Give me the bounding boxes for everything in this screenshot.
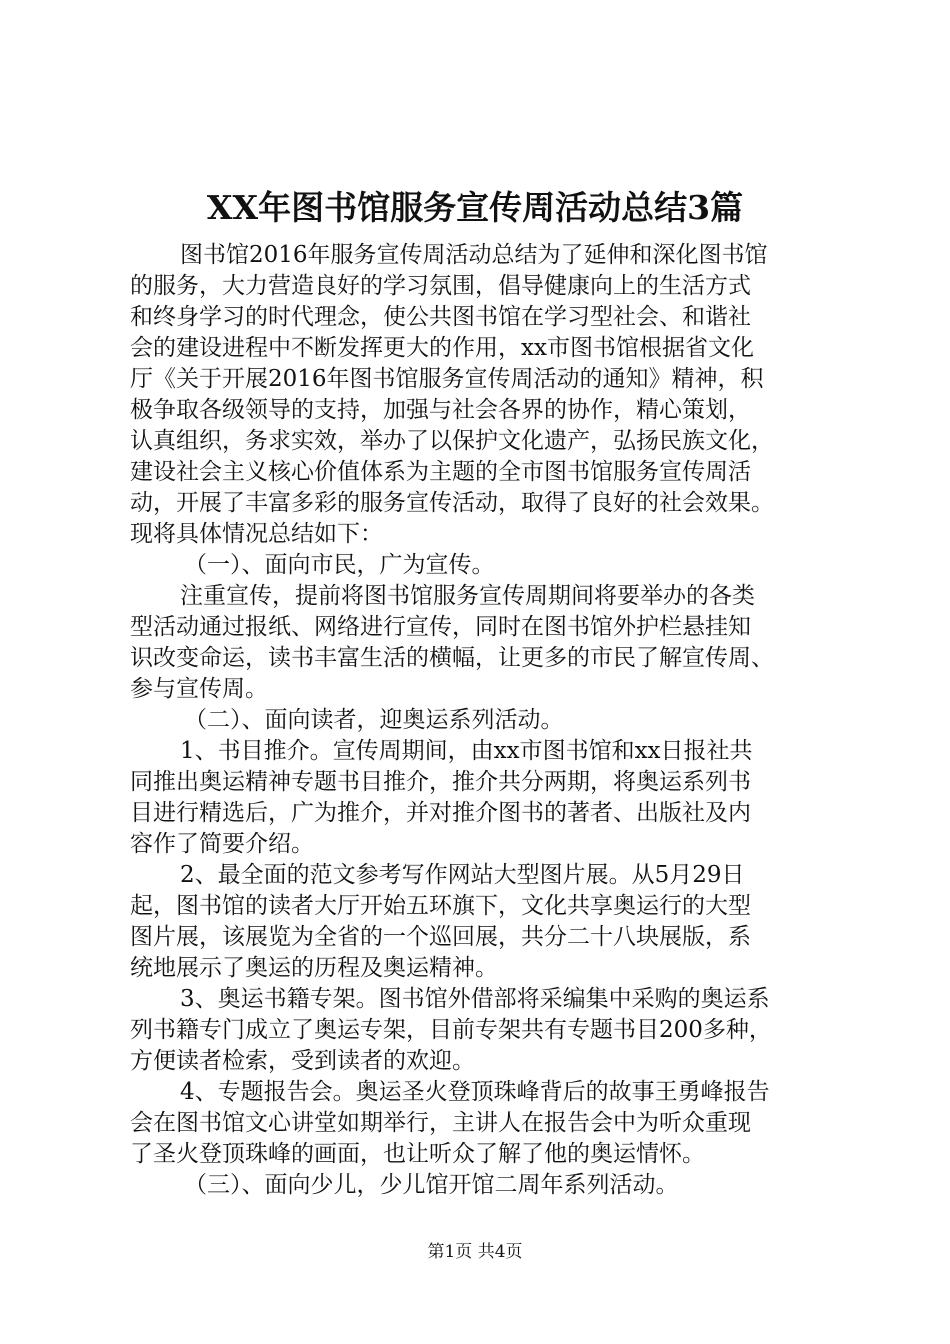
- paragraph-line: 3、奥运书籍专架。图书馆外借部将采编集中采购的奥运系: [180, 986, 770, 1012]
- paragraph-line: 同推出奥运精神专题书目推介，推介共分两期，将奥运系列书: [130, 769, 751, 795]
- document-title: XX年图书馆服务宣传周活动总结3篇: [206, 188, 744, 227]
- paragraph-line: 的服务，大力营造良好的学习氛围，倡导健康向上的生活方式: [130, 273, 751, 299]
- page-footer: 第1页 共4页: [427, 1242, 523, 1262]
- paragraph-line: 容作了简要介绍。: [130, 831, 314, 857]
- paragraph-line: 参与宣传周。: [130, 676, 268, 702]
- document-body: [130, 240, 850, 1201]
- paragraph-line: 识改变命运，读书丰富生活的横幅，让更多的市民了解宣传周、: [130, 645, 774, 671]
- paragraph-line: 型活动通过报纸、网络进行宣传，同时在图书馆外护栏悬挂知: [130, 614, 751, 640]
- paragraph-line: 现将具体情况总结如下：: [130, 521, 383, 547]
- paragraph-line: 列书籍专门成立了奥运专架，目前专架共有专题书目200多种，: [130, 1017, 772, 1043]
- paragraph-line: 1、书目推介。宣传周期间，由xx市图书馆和xx日报社共: [180, 738, 753, 764]
- paragraph-line: 动，开展了丰富多彩的服务宣传活动，取得了良好的社会效果。: [130, 490, 774, 516]
- paragraph-line: 建设社会主义核心价值体系为主题的全市图书馆服务宣传周活: [130, 459, 751, 485]
- paragraph-line: 会的建设进程中不断发挥更大的作用，xx市图书馆根据省文化: [130, 335, 754, 361]
- paragraph-line: 认真组织，务求实效，举办了以保护文化遗产，弘扬民族文化，: [130, 428, 774, 454]
- paragraph-line: 4、专题报告会。奥运圣火登顶珠峰背后的故事王勇峰报告: [180, 1079, 770, 1105]
- paragraph-line: 厅《关于开展2016年图书馆服务宣传周活动的通知》精神，积: [130, 366, 764, 392]
- paragraph-line: 会在图书馆文心讲堂如期举行，主讲人在报告会中为听众重现: [130, 1110, 751, 1136]
- paragraph-line: 统地展示了奥运的历程及奥运精神。: [130, 955, 498, 981]
- paragraph-line: 注重宣传，提前将图书馆服务宣传周期间将要举办的各类: [180, 583, 755, 609]
- paragraph-line: 目进行精选后，广为推介，并对推介图书的著者、出版社及内: [130, 800, 751, 826]
- paragraph-line: 了圣火登顶珠峰的画面，也让听众了解了他的奥运情怀。: [130, 1141, 705, 1167]
- paragraph-line: 图书馆2016年服务宣传周活动总结为了延伸和深化图书馆: [180, 242, 768, 268]
- section-heading: （三）、面向少儿，少儿馆开馆二周年系列活动。: [184, 1172, 679, 1198]
- paragraph-line: 和终身学习的时代理念，使公共图书馆在学习型社会、和谐社: [130, 304, 751, 330]
- paragraph-line: 图片展，该展览为全省的一个巡回展，共分二十八块展版，系: [130, 924, 751, 950]
- paragraph-line: 方便读者检索，受到读者的欢迎。: [130, 1048, 475, 1074]
- paragraph-line: 极争取各级领导的支持，加强与社会各界的协作，精心策划，: [130, 397, 751, 423]
- paragraph-line: 2、最全面的范文参考写作网站大型图片展。从5月29日: [180, 862, 745, 888]
- paragraph-line: 起，图书馆的读者大厅开始五环旗下，文化共享奥运行的大型: [130, 893, 751, 919]
- section-heading: （一）、面向市民，广为宣传。: [184, 552, 495, 578]
- section-heading: （二）、面向读者，迎奥运系列活动。: [184, 707, 564, 733]
